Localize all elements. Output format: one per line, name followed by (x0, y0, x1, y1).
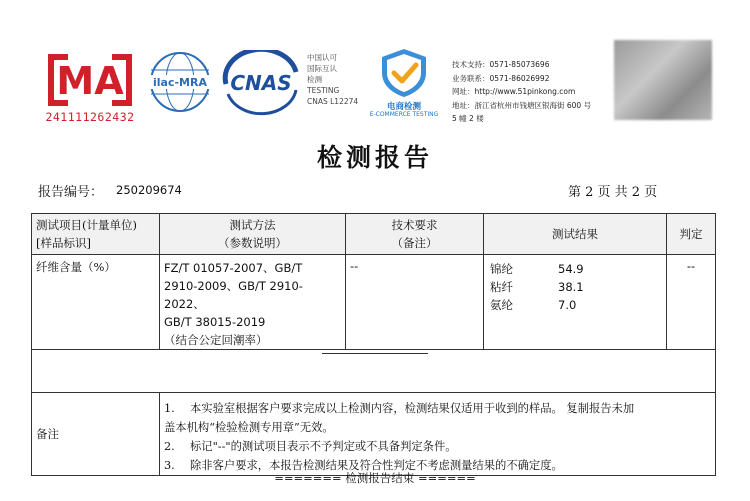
notes-cell (160, 393, 716, 476)
fiber-name: 粘纤 (490, 280, 513, 294)
report-title: 检测报告 (316, 143, 433, 172)
judgement-cell: -- (667, 255, 716, 350)
cnas-info (307, 52, 367, 107)
method-line: 2910-2009、GB/T 2910-2022、 (164, 279, 303, 311)
header-result: 测试结果 (484, 214, 667, 255)
cnas-logo (220, 50, 302, 116)
contact-line: 网址：http://www.51pinkong.com (452, 87, 576, 96)
note-text: 本实验室根据客户要求完成以上检测内容，检测结果仅适用于收到的样品。 复制报告未加 (190, 402, 635, 415)
cnas-info-line: CNAS L12274 (307, 97, 359, 106)
result-row (490, 296, 666, 314)
header-judgement: 判定 (667, 214, 716, 255)
result-cell (484, 255, 667, 350)
notes-label: 备注 (32, 393, 160, 476)
header-requirement (346, 214, 484, 255)
ecom-title: 电商检测 (386, 102, 421, 112)
method-line: FZ/T 01057-2007、GB/T (164, 261, 303, 275)
cnas-info-line: 国际互认 (307, 64, 337, 73)
note-text: 标记"--"的测试项目表示不予判定或不具备判定条件。 (190, 440, 457, 453)
cnas-info-line: TESTING (307, 86, 340, 95)
table-header-row (32, 214, 716, 255)
cma-number: 241111262432 (45, 110, 135, 124)
cnas-info-line: 中国认可 (307, 53, 337, 62)
report-number-label: 报告编号： (38, 185, 104, 200)
method-cell (160, 255, 346, 350)
header-method (160, 214, 346, 255)
table-row (32, 255, 716, 350)
fiber-value: 54.9 (558, 262, 584, 276)
cnas-info-line: 检测 (307, 75, 322, 84)
contact-line: 地址：浙江省杭州市钱塘区银海街 600 号 (452, 100, 592, 110)
ecom-subtitle: E-COMMERCE TESTING (369, 111, 439, 118)
note-number: 1. (164, 402, 175, 415)
report-number-value: 250209674 (116, 183, 182, 197)
result-row (490, 260, 666, 278)
report-end-marker: ======= 检测报告结束 ====== (274, 471, 476, 485)
ilac-text: ilac-MRA (153, 76, 207, 89)
header-item-line: [样品标识] (36, 236, 91, 250)
cnas-text: CNAS (230, 71, 292, 95)
cma-logo (40, 50, 140, 122)
header-requirement-line: （备注） (391, 236, 438, 250)
results-table (31, 213, 715, 472)
item-cell: 纤维含量（%） (32, 255, 160, 350)
contact-line: 5 幢 2 楼 (452, 114, 484, 123)
fiber-value: 7.0 (558, 298, 577, 312)
ilac-mra-logo (148, 50, 212, 116)
header-requirement-line: 技术要求 (391, 218, 438, 232)
requirement-cell: -- (346, 255, 484, 350)
blank-divider-line (322, 353, 428, 354)
note-number: 2. (164, 440, 175, 453)
header-item (32, 214, 160, 255)
header-item-line: 测试项目(计量单位) (36, 218, 137, 232)
blank-row (32, 350, 716, 393)
blank-cell (32, 350, 716, 393)
contact-info (452, 58, 612, 126)
note-text: 除非客户要求，本报告检测结果及符合性判定不考虑测量结果的不确定度。 (190, 459, 563, 472)
notes-row (32, 393, 716, 476)
note-item (164, 437, 711, 456)
note-text: 盖本机构“检验检测专用章”无效。 (164, 421, 334, 434)
fiber-name: 氨纶 (490, 298, 513, 312)
contact-line: 技术支持：0571-85073696 (452, 60, 550, 69)
result-row (490, 278, 666, 296)
method-line: GB/T 38015-2019 (164, 315, 266, 329)
qr-code-image (614, 40, 712, 120)
page-info: 第 2 页 共 2 页 (568, 185, 658, 200)
fiber-value: 38.1 (558, 280, 584, 294)
header-method-line: （参数说明） (218, 236, 287, 250)
note-number: 3. (164, 459, 175, 472)
fiber-name: 锦纶 (490, 262, 513, 276)
note-item (164, 418, 711, 437)
header-method-line: 测试方法 (229, 218, 276, 232)
note-item (164, 399, 711, 418)
method-line: （结合公定回潮率） (164, 333, 268, 347)
cma-text: MA (56, 59, 124, 103)
contact-line: 业务联系：0571-86026992 (452, 73, 550, 83)
